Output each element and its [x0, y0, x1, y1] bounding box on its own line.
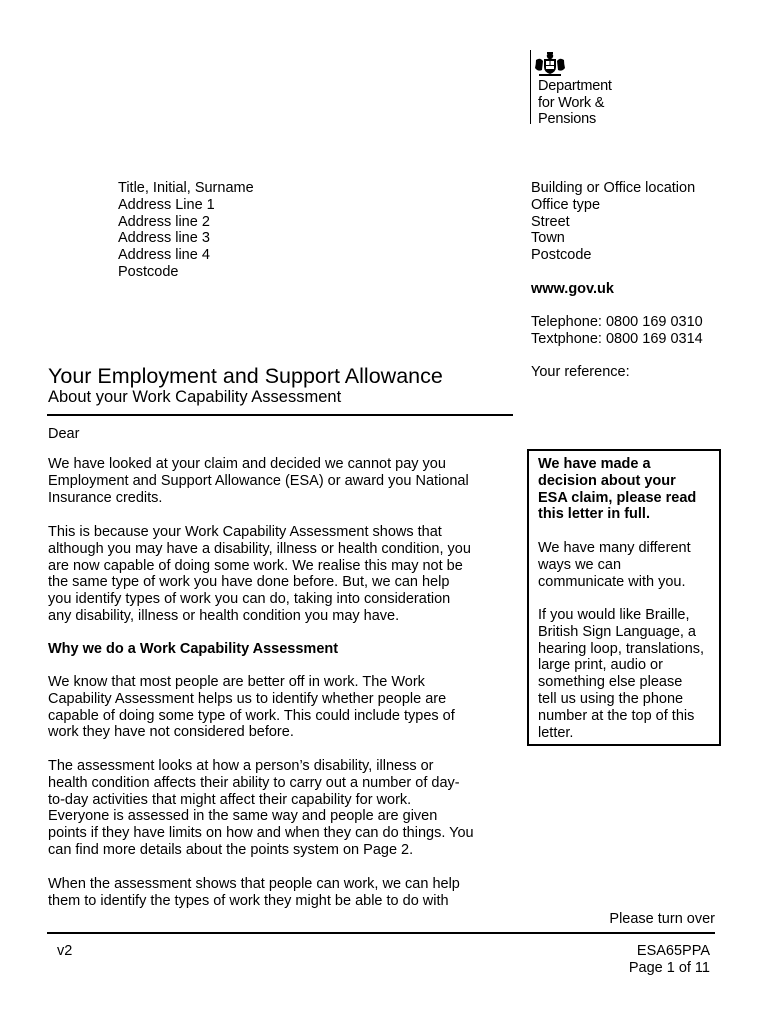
text-line: the same type of work you have done before. But, we can help	[48, 574, 450, 591]
text-line: The assessment looks at how a person’s disability, illness or	[48, 758, 434, 774]
text-line: tell us using the phone	[538, 690, 684, 707]
text-line: Capability Assessment helps us to identify whether people are	[48, 690, 447, 707]
text-line: although you may have a disability, illness or health condition, you	[48, 540, 471, 557]
address-line: Title, Initial, Surname	[118, 180, 254, 196]
text-line: ways we can	[538, 556, 622, 573]
footer-divider	[47, 932, 715, 934]
text-line: We have looked at your claim and decided we cannot pay you	[48, 456, 446, 472]
address-line: Address Line 1	[118, 196, 215, 213]
text-line: health condition affects their ability to carry out a number of day-	[48, 774, 460, 791]
text-line: communicate with you.	[538, 573, 686, 590]
text-line: number at the top of this	[538, 707, 695, 724]
text-line: When the assessment shows that people can work, we can help	[48, 876, 460, 892]
office-address	[531, 180, 695, 264]
text-line: them to identify the types of work they might be able to do with	[48, 892, 449, 909]
address-line: Address line 4	[118, 247, 210, 264]
website-link[interactable]: www.gov.uk	[531, 281, 614, 297]
text-line: large print, audio or	[538, 657, 663, 674]
recipient-address	[118, 180, 254, 281]
text-line: hearing loop, translations,	[538, 640, 705, 657]
office-line: Building or Office location	[531, 180, 696, 196]
text-line: If you would like Braille,	[538, 607, 690, 623]
text-line: can find more details about the points system on Page 2.	[48, 841, 414, 858]
text-line: British Sign Language, a	[538, 623, 696, 640]
logo-line: Department	[538, 78, 612, 94]
turn-over-note: Please turn over	[609, 911, 715, 927]
salutation: Dear	[48, 426, 80, 442]
text-line: any disability, illness or health condition you may have.	[48, 607, 400, 624]
section-heading: Why we do a Work Capability Assessment	[48, 641, 339, 657]
text-line: you identify types of work you can do, taking into consideration	[48, 591, 451, 608]
text-line: This is because your Work Capability Assessment shows that	[48, 524, 442, 540]
info-box-heading	[538, 456, 696, 523]
paragraph-assessment	[48, 758, 474, 859]
text-line: to-day activities that might affect their capability for work.	[48, 791, 412, 808]
text-line: ESA claim, please read	[538, 489, 697, 506]
office-line: Town	[531, 230, 565, 247]
textphone-number: Textphone: 0800 169 0314	[531, 331, 703, 347]
paragraph-why	[48, 674, 455, 741]
office-line: Street	[531, 213, 570, 230]
page-subtitle: About your Work Capability Assessment	[48, 388, 342, 406]
reference-label: Your reference:	[531, 364, 630, 380]
text-line: something else please	[538, 674, 683, 691]
text-line: capable of doing some type of work. This could include types of	[48, 707, 455, 724]
logo-divider	[530, 50, 531, 124]
logo-line: for Work &	[538, 94, 605, 111]
text-line: We have made a	[538, 456, 651, 472]
info-box-communicate	[538, 540, 691, 590]
text-line: are now capable of doing some work. We realise this may not be	[48, 557, 463, 574]
address-line: Address line 2	[118, 213, 210, 230]
address-line: Postcode	[118, 263, 179, 280]
paragraph-help	[48, 876, 460, 910]
logo-line: Pensions	[538, 111, 597, 127]
text-line: letter.	[538, 724, 574, 741]
text-line: Employment and Support Allowance (ESA) or award you National	[48, 472, 469, 489]
paragraph-decision	[48, 456, 469, 506]
form-code: ESA65PPA	[636, 943, 710, 959]
address-line: Address line 3	[118, 230, 210, 247]
text-line: points if they have limits on how and when they can do things. You	[48, 825, 474, 842]
department-logo-text	[538, 78, 612, 128]
text-line: this letter in full.	[538, 506, 650, 523]
text-line: decision about your	[538, 472, 676, 489]
page-title: Your Employment and Support Allowance	[48, 364, 443, 388]
text-line: work they have not considered before.	[48, 724, 294, 741]
office-line: Postcode	[531, 247, 592, 264]
info-box-formats	[538, 607, 704, 741]
office-line: Office type	[531, 196, 601, 213]
text-line: Everyone is assessed in the same way and people are given	[48, 808, 438, 825]
page-number: Page 1 of 11	[628, 960, 710, 976]
version-label: v2	[57, 943, 73, 959]
telephone-number: Telephone: 0800 169 0310	[531, 314, 703, 330]
text-line: We have many different	[538, 540, 691, 556]
paragraph-reason	[48, 524, 471, 625]
text-line: Insurance credits.	[48, 489, 163, 506]
heading-divider	[47, 414, 513, 416]
text-line: We know that most people are better off in work. The Work	[48, 674, 425, 690]
